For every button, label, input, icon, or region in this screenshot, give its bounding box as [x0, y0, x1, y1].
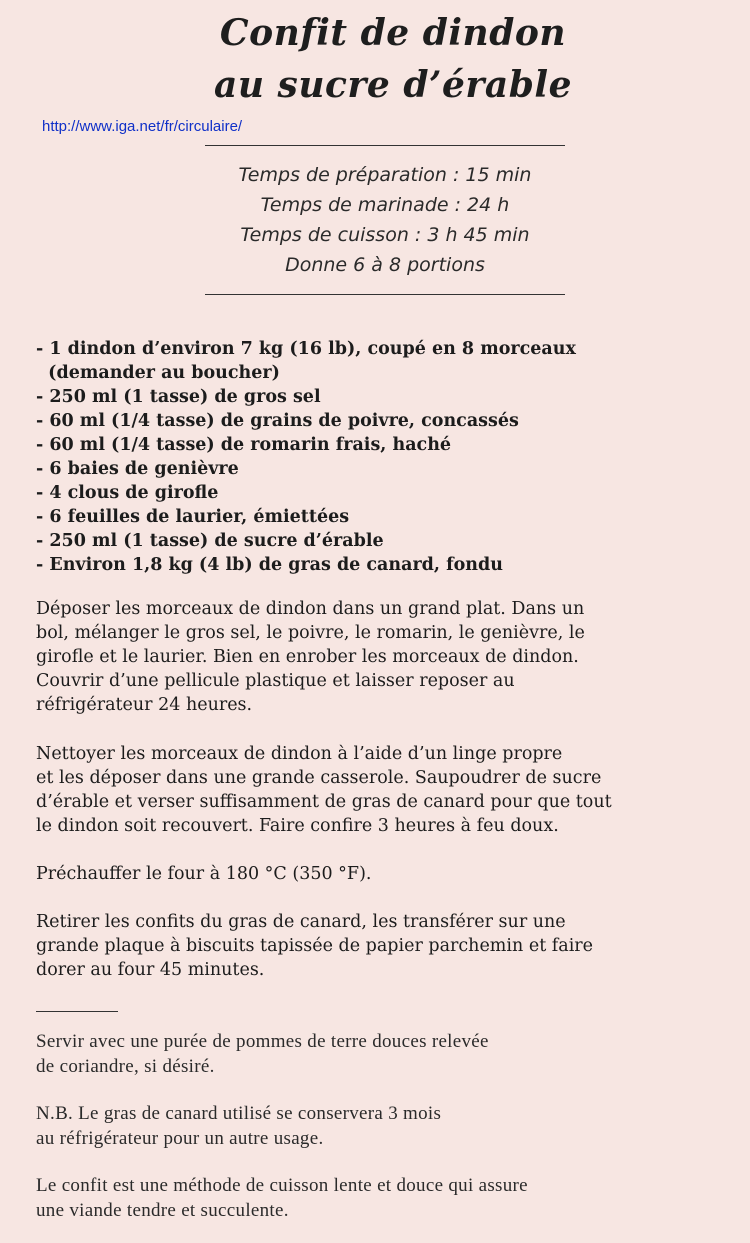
step-line: et les déposer dans une grande casserole. Saupoudrer de sucre: [36, 768, 602, 788]
ingredient-item: - Environ 1,8 kg (4 lb) de gras de canard, fondu: [36, 555, 503, 575]
portions: Donne 6 à 8 portions: [285, 254, 485, 276]
storage-note: [36, 1101, 741, 1151]
step-line: Déposer les morceaux de dindon dans un grand plat. Dans un: [36, 599, 585, 619]
ingredient-item: (demander au boucher): [36, 363, 280, 383]
divider-top: [205, 145, 565, 146]
ingredient-item: - 4 clous de girofle: [36, 483, 219, 503]
ingredient-item: - 60 ml (1/4 tasse) de romarin frais, haché: [36, 435, 452, 455]
confit-definition-note: [36, 1173, 741, 1223]
step-line: Retirer les confits du gras de canard, les transférer sur une: [36, 912, 566, 932]
step-line: d’érable et verser suffisamment de gras de canard pour que tout: [36, 792, 612, 812]
ingredient-item: - 250 ml (1 tasse) de sucre d’érable: [36, 531, 384, 551]
step-line: le dindon soit recouvert. Faire confire 3 heures à feu doux.: [36, 816, 559, 836]
step-line: bol, mélanger le gros sel, le poivre, le romarin, le genièvre, le: [36, 623, 585, 643]
note-line: Servir avec une purée de pommes de terre douces relevée: [36, 1031, 489, 1052]
step-line: dorer au four 45 minutes.: [36, 960, 265, 980]
prep-time: Temps de préparation : 15 min: [238, 164, 532, 186]
serving-note: [36, 1029, 741, 1079]
step-preheat: [36, 862, 741, 886]
step-line: Couvrir d’une pellicule plastique et laisser reposer au: [36, 671, 515, 691]
step-line: Nettoyer les morceaux de dindon à l’aide d’un linge propre: [36, 744, 563, 764]
divider-middle: [205, 294, 565, 295]
step-marinate: [36, 597, 741, 717]
note-line: de coriandre, si désiré.: [36, 1056, 215, 1077]
ingredient-item: - 60 ml (1/4 tasse) de grains de poivre, concassés: [36, 411, 519, 431]
ingredient-item: - 6 baies de genièvre: [36, 459, 239, 479]
recipe-title-line-2: au sucre d’érable: [214, 64, 572, 106]
step-line: girofle et le laurier. Bien en enrober les morceaux de dindon.: [36, 647, 579, 667]
step-line: grande plaque à biscuits tapissée de papier parchemin et faire: [36, 936, 594, 956]
ingredient-item: - 6 feuilles de laurier, émiettées: [36, 507, 350, 527]
marinade-time: Temps de marinade : 24 h: [260, 194, 510, 216]
note-line: N.B. Le gras de canard utilisé se conservera 3 mois: [36, 1103, 442, 1124]
divider-notes: [36, 1011, 118, 1012]
source-url-link[interactable]: http://www.iga.net/fr/circulaire/: [42, 118, 243, 135]
step-bake: [36, 910, 741, 982]
note-line: une viande tendre et succulente.: [36, 1200, 289, 1221]
ingredient-item: - 250 ml (1 tasse) de gros sel: [36, 387, 321, 407]
step-line: Préchauffer le four à 180 °C (350 °F).: [36, 864, 372, 884]
ingredient-list: [36, 337, 736, 577]
step-confit: [36, 742, 741, 838]
cooking-time: Temps de cuisson : 3 h 45 min: [240, 224, 530, 246]
note-line: Le confit est une méthode de cuisson lente et douce qui assure: [36, 1175, 528, 1196]
note-line: au réfrigérateur pour un autre usage.: [36, 1128, 324, 1149]
recipe-title-line-1: Confit de dindon: [219, 12, 567, 54]
ingredient-item: - 1 dindon d’environ 7 kg (16 lb), coupé en 8 morceaux: [36, 339, 576, 359]
step-line: réfrigérateur 24 heures.: [36, 695, 253, 715]
